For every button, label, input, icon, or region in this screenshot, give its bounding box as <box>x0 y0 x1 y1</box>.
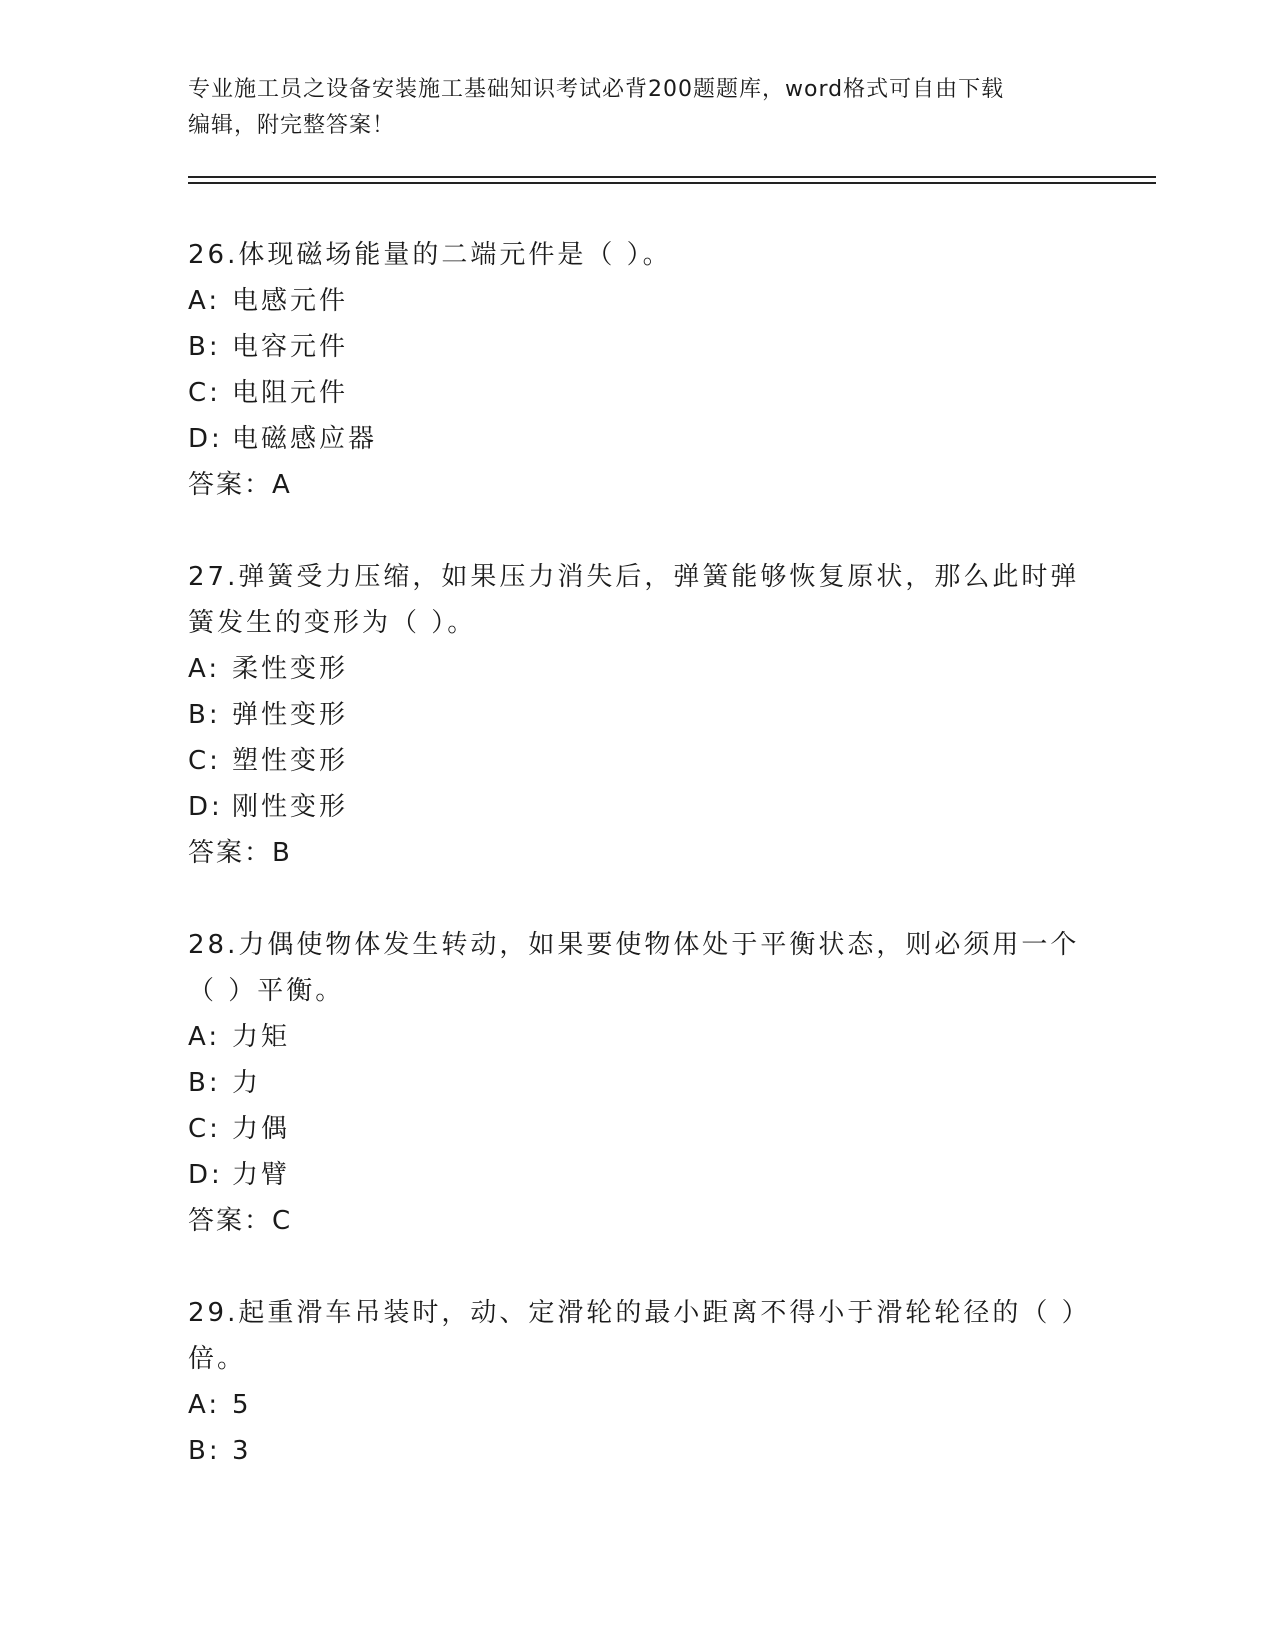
question-text: 29.起重滑车吊装时，动、定滑轮的最小距离不得小于滑轮轮径的（ ）倍。 <box>188 1298 1078 1374</box>
option-d <box>188 416 1088 462</box>
option-b <box>188 1428 1088 1474</box>
option-key: B: <box>188 1436 221 1466</box>
answer-line: 答案：C <box>188 1206 293 1236</box>
option-text: 电磁感应器 <box>232 424 378 454</box>
option-text: 3 <box>232 1436 252 1466</box>
answer-line: 答案：B <box>188 838 292 868</box>
option-a <box>188 278 1088 324</box>
option-text: 电感元件 <box>232 286 349 316</box>
option-text: 力 <box>232 1068 262 1098</box>
header-divider-bottom <box>188 182 1156 184</box>
answer-line: 答案：A <box>188 470 292 500</box>
option-a <box>188 1382 1088 1428</box>
question-list <box>188 232 1088 1520</box>
header-divider-top <box>188 176 1156 178</box>
option-b <box>188 692 1088 738</box>
option-b <box>188 1060 1088 1106</box>
option-c <box>188 370 1088 416</box>
document-header <box>188 72 1068 144</box>
option-text: 力臂 <box>232 1160 291 1190</box>
option-key: D: <box>188 1160 223 1190</box>
option-key: B: <box>188 700 221 730</box>
option-text: 电容元件 <box>232 332 349 362</box>
option-key: A: <box>188 1022 221 1052</box>
option-text: 柔性变形 <box>232 654 349 684</box>
question-29 <box>188 1290 1088 1474</box>
header-title-line-2: 编辑，附完整答案！ <box>188 113 396 138</box>
option-text: 电阻元件 <box>232 378 349 408</box>
option-a <box>188 1014 1088 1060</box>
option-text: 力偶 <box>232 1114 291 1144</box>
option-c <box>188 1106 1088 1152</box>
option-a <box>188 646 1088 692</box>
option-key: C: <box>188 746 221 776</box>
option-key: B: <box>188 332 221 362</box>
option-text: 弹性变形 <box>232 700 349 730</box>
question-text: 26.体现磁场能量的二端元件是（ ）。 <box>188 240 672 270</box>
option-d <box>188 784 1088 830</box>
question-text: 28.力偶使物体发生转动，如果要使物体处于平衡状态，则必须用一个（ ）平衡。 <box>188 930 1080 1006</box>
question-26 <box>188 232 1088 508</box>
option-key: D: <box>188 424 223 454</box>
option-key: C: <box>188 378 221 408</box>
option-key: A: <box>188 654 221 684</box>
option-key: D: <box>188 792 223 822</box>
option-c <box>188 738 1088 784</box>
question-27 <box>188 554 1088 876</box>
option-text: 塑性变形 <box>232 746 349 776</box>
option-d <box>188 1152 1088 1198</box>
option-text: 刚性变形 <box>232 792 349 822</box>
option-key: C: <box>188 1114 221 1144</box>
option-text: 5 <box>232 1390 252 1420</box>
question-28 <box>188 922 1088 1244</box>
option-key: A: <box>188 286 221 316</box>
option-key: A: <box>188 1390 221 1420</box>
option-text: 力矩 <box>232 1022 291 1052</box>
header-title-line-1: 专业施工员之设备安装施工基础知识考试必背200题题库，word格式可自由下载 <box>188 77 1005 102</box>
option-b <box>188 324 1088 370</box>
option-key: B: <box>188 1068 221 1098</box>
question-text: 27.弹簧受力压缩，如果压力消失后，弹簧能够恢复原状，那么此时弹簧发生的变形为（ ）。 <box>188 562 1080 638</box>
